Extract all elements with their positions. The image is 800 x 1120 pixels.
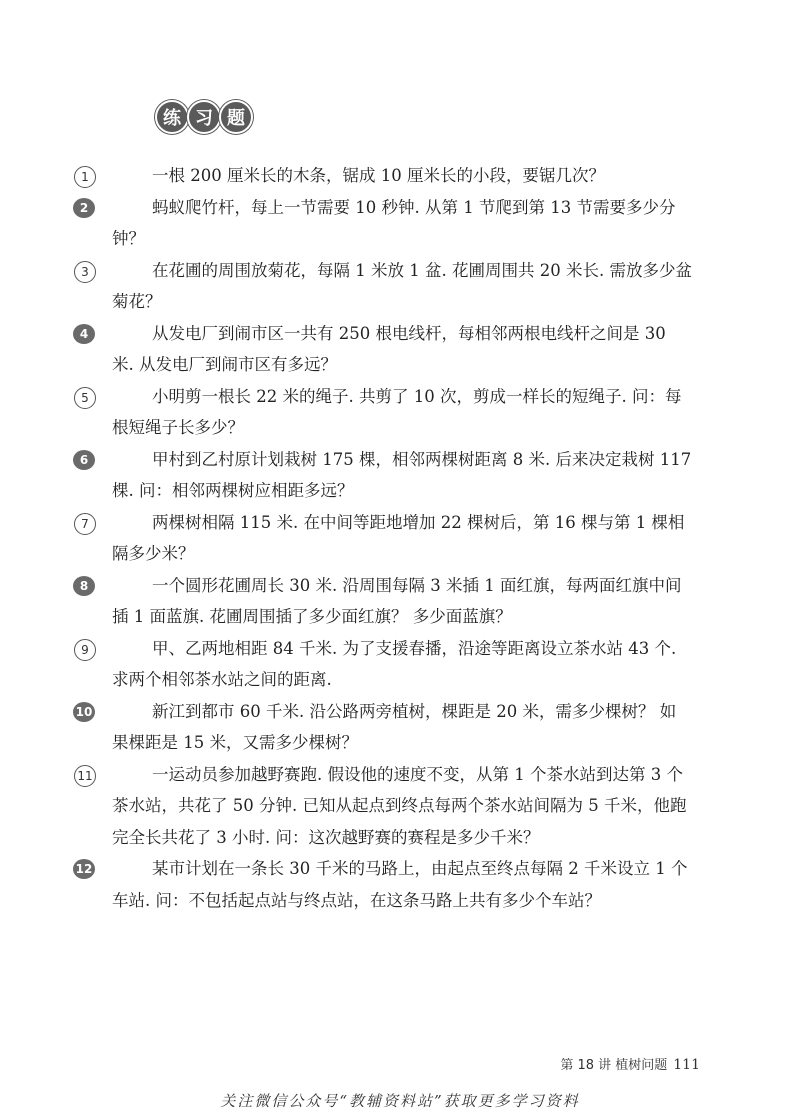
- problem-number: 1: [74, 166, 96, 188]
- problem-text: 从发电厂到闹市区一共有 250 根电线杆，每相邻两根电线杆之间是 30 米. 从发电厂到闹市区有多远？: [112, 323, 666, 374]
- problem-number: 5: [74, 387, 96, 409]
- watermark-text: 关注微信公众号“教辅资料站”获取更多学习资料: [220, 1092, 580, 1110]
- problem-text: 甲、乙两地相距 84 千米. 为了支援春播，沿途等距离设立茶水站 43 个. 求两个相邻茶水站之间的距离.: [112, 638, 677, 689]
- problem-item: [79, 444, 692, 507]
- chapter-label: 第 18 讲 植树问题: [560, 1058, 668, 1073]
- problem-item: [81, 381, 692, 444]
- problem-item: [77, 759, 692, 854]
- page-number: 111: [673, 1057, 700, 1073]
- problem-text: 一运动员参加越野赛跑. 假设他的速度不变，从第 1 个茶水站到达第 3 个茶水站，共花了 50 分钟. 已知从起点到终点每两个茶水站间隔为 5 千米，他跑完全长共花了 3 小时. 问：这次越野赛的赛程是多少千米？: [112, 764, 687, 847]
- problem-item: [79, 192, 692, 255]
- problem-number: 3: [74, 261, 96, 283]
- problem-text: 在花圃的周围放菊花，每隔 1 米放 1 盆. 花圃周围共 20 米长. 需放多少盆菊花？: [112, 260, 692, 311]
- problem-text: 一个圆形花圃周长 30 米. 沿周围每隔 3 米插 1 面红旗，每两面红旗中间插 1 面蓝旗. 花圃周围插了多少面红旗？ 多少面蓝旗？: [112, 575, 682, 626]
- problem-number: 4: [73, 324, 95, 344]
- problem-number: 9: [74, 639, 96, 661]
- problem-text: 一根 200 厘米长的木条，锯成 10 厘米长的小段，要锯几次？: [152, 166, 605, 185]
- problem-list: [75, 160, 692, 916]
- title-char: 练: [155, 100, 189, 134]
- problem-item: [81, 255, 692, 318]
- problem-text: 蚂蚁爬竹杆，每上一节需要 10 秒钟. 从第 1 节爬到第 13 节需要多少分钟？: [112, 197, 676, 248]
- problem-number: 7: [74, 513, 96, 535]
- problem-number: 11: [74, 765, 96, 787]
- title-char: 题: [219, 100, 253, 134]
- problem-item: [81, 160, 692, 192]
- problem-number: 12: [73, 859, 95, 879]
- problem-item: [79, 570, 692, 633]
- title-char: 习: [187, 100, 221, 134]
- problem-text: 某市计划在一条长 30 千米的马路上，由起点至终点每隔 2 千米设立 1 个车站. 问：不包括起点站与终点站，在这条马路上共有多少个车站？: [112, 859, 688, 910]
- problem-text: 小明剪一根长 22 米的绳子. 共剪了 10 次，剪成一样长的短绳子. 问：每根短绳子长多少？: [112, 386, 682, 437]
- problem-item: [81, 633, 692, 696]
- problem-number: 10: [73, 702, 95, 722]
- problem-number: 6: [73, 450, 95, 470]
- problem-item: [79, 318, 692, 381]
- problem-item: [75, 696, 692, 759]
- problem-number: 8: [73, 576, 95, 596]
- problem-text: 两棵树相隔 115 米. 在中间等距地增加 22 棵树后，第 16 棵与第 1 棵相隔多少米？: [112, 512, 685, 563]
- problem-item: [81, 507, 692, 570]
- problem-number: 2: [73, 198, 95, 218]
- page-footer: [520, 1054, 700, 1073]
- problem-text: 新江到都市 60 千米. 沿公路两旁植树，棵距是 20 米，需多少棵树？ 如果棵距是 15 米，又需多少棵树？: [112, 701, 677, 752]
- problem-item: [75, 853, 692, 916]
- exercise-title: [155, 100, 251, 134]
- problem-text: 甲村到乙村原计划栽树 175 棵，相邻两棵树距离 8 米. 后来决定栽树 117 棵. 问：相邻两棵树应相距多远？: [112, 449, 692, 500]
